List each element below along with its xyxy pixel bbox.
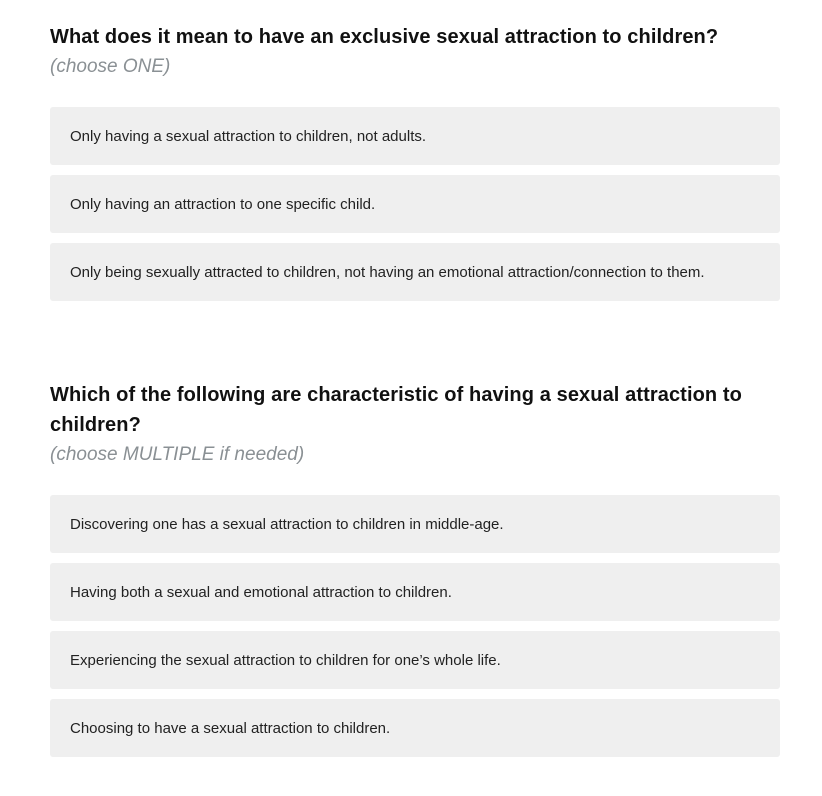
answer-option[interactable] bbox=[50, 243, 780, 301]
answer-option-label: Experiencing the sexual attraction to children for one’s whole life. bbox=[70, 651, 501, 669]
answer-option[interactable] bbox=[50, 175, 780, 233]
answer-option[interactable] bbox=[50, 563, 780, 621]
question-instruction: (choose MULTIPLE if needed) bbox=[50, 444, 305, 465]
question-title: Which of the following are characteristic of having a sexual attraction to children? bbox=[50, 384, 742, 436]
answer-option[interactable] bbox=[50, 495, 780, 553]
answer-option-label: Discovering one has a sexual attraction to children in middle-age. bbox=[70, 515, 504, 533]
answer-option[interactable] bbox=[50, 107, 780, 165]
answer-options bbox=[50, 107, 780, 301]
answer-option-label: Choosing to have a sexual attraction to children. bbox=[70, 719, 391, 737]
answer-options bbox=[50, 495, 780, 757]
answer-option[interactable] bbox=[50, 631, 780, 689]
answer-option-label: Having both a sexual and emotional attraction to children. bbox=[70, 583, 452, 601]
question-instruction: (choose ONE) bbox=[50, 56, 171, 77]
question-1 bbox=[50, 22, 780, 311]
answer-option-label: Only being sexually attracted to children, not having an emotional attraction/connection to them. bbox=[70, 263, 705, 281]
question-title: What does it mean to have an exclusive sexual attraction to children? bbox=[50, 26, 719, 48]
answer-option[interactable] bbox=[50, 699, 780, 757]
question-2 bbox=[50, 380, 780, 767]
answer-option-label: Only having a sexual attraction to children, not adults. bbox=[70, 127, 427, 145]
answer-option-label: Only having an attraction to one specific child. bbox=[70, 195, 376, 213]
